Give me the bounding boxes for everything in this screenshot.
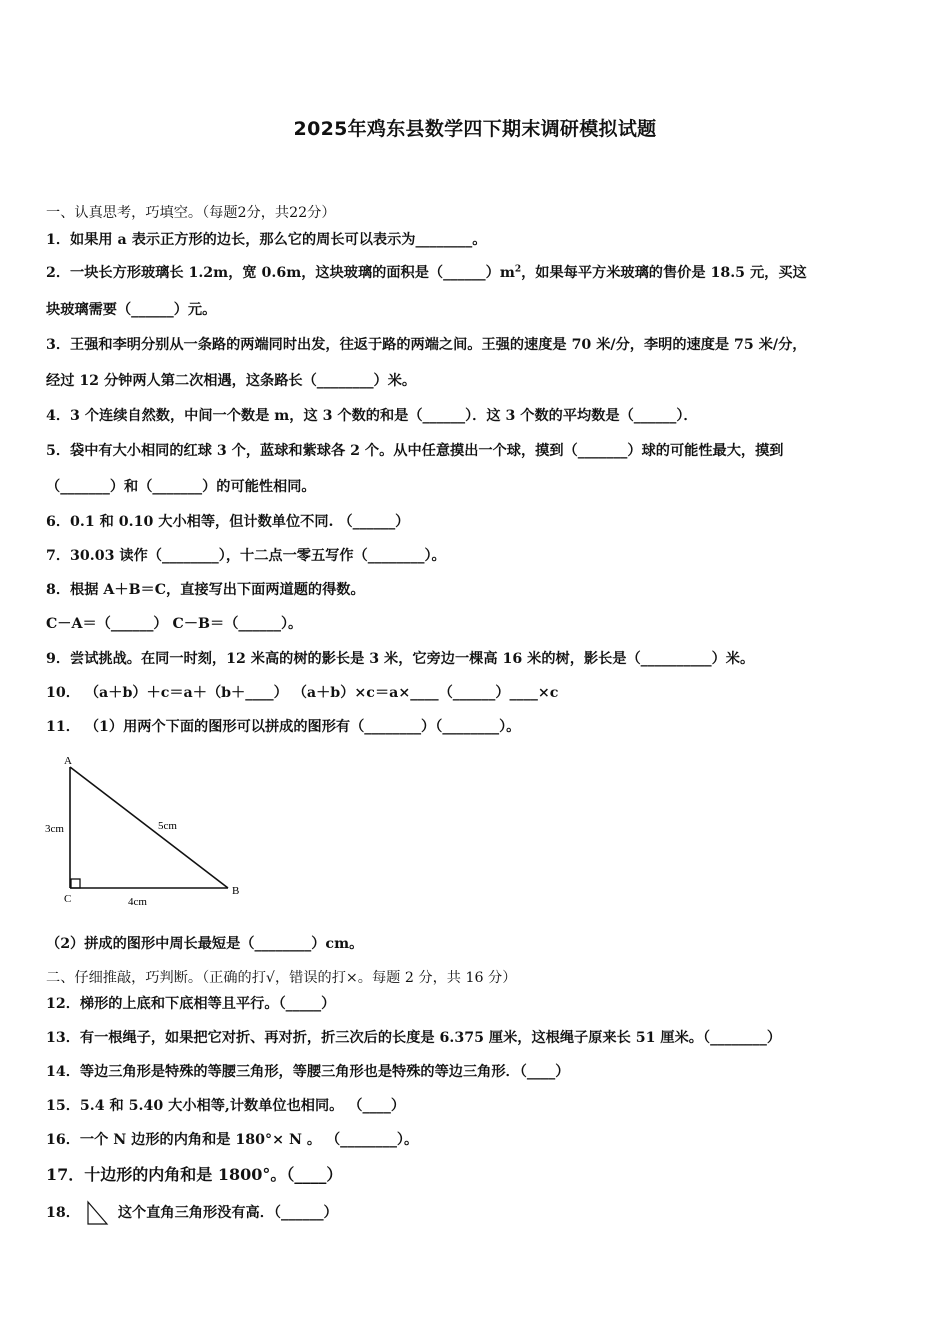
q2-part-a: 2．一块长方形玻璃长 1.2m，宽 0.6m，这块玻璃的面积是（______）m <box>46 265 515 281</box>
small-right-triangle-icon <box>85 1200 109 1226</box>
question-4: 4．3 个连续自然数，中间一个数是 m，这 3 个数的和是（______）．这 3 个数的平均数是（______）． <box>46 408 698 424</box>
question-6: 6．0.1 和 0.10 大小相等，但计数单位不同. （______） <box>46 514 410 530</box>
question-8-answers: C－A＝（______） C－B＝（______）。 <box>46 616 303 632</box>
question-18 <box>46 1200 338 1226</box>
question-17: 17．十边形的内角和是 1800°。（____） <box>46 1165 343 1184</box>
vertex-a-label: A <box>64 755 72 767</box>
side-ab <box>70 767 228 888</box>
question-5: 5．袋中有大小相同的红球 3 个，蓝球和紫球各 2 个。从中任意摸出一个球，摸到（_______）球的可能性最大，摸到 <box>46 443 784 459</box>
vertex-b-label: B <box>232 885 240 897</box>
question-10: 10． （a＋b）＋c＝a＋（b＋____） （a＋b）×c＝a×____（______）____×c <box>46 685 559 701</box>
right-angle-mark <box>71 879 80 888</box>
question-8: 8．根据 A＋B＝C，直接写出下面两道题的得数。 <box>46 582 365 598</box>
question-9: 9．尝试挑战。在同一时刻，12 米高的树的影长是 3 米，它旁边一棵高 16 米的树，影长是（__________）米。 <box>46 651 755 667</box>
question-3: 3．王强和李明分别从一条路的两端同时出发，往返于路的两端之间。王强的速度是 70 米/分，李明的速度是 75 米/分， <box>46 337 807 353</box>
question-11: 11． （1）用两个下面的图形可以拼成的图形有（________）（________）。 <box>46 719 521 735</box>
question-7: 7．30.03 读作（________），十二点一零五写作（________）。 <box>46 548 446 564</box>
page-title: 2025年鸡东县数学四下期末调研模拟试题 <box>293 118 657 140</box>
question-13: 13．有一根绳子，如果把它对折、再对折，折三次后的长度是 6.375 厘米，这根绳子原来长 51 厘米。（________） <box>46 1030 782 1046</box>
question-2 <box>46 262 807 282</box>
question-2-cont: 块玻璃需要（______）元。 <box>46 302 217 318</box>
question-11-part-2: （2）拼成的图形中周长最短是（________）cm。 <box>46 936 364 952</box>
question-5-cont: （_______）和（_______）的可能性相同。 <box>46 479 316 495</box>
question-14: 14．等边三角形是特殊的等腰三角形，等腰三角形也是特殊的等边三角形．（____） <box>46 1064 570 1080</box>
question-16: 16．一个 N 边形的内角和是 180°× N 。 （________）。 <box>46 1132 419 1148</box>
section-2-heading: 二、仔细推敲，巧判断。（正确的打√，错误的打×。每题 2 分，共 16 分） <box>46 970 517 986</box>
side-cb-label: 4cm <box>128 896 147 908</box>
vertex-c-label: C <box>64 893 72 905</box>
q18-text: 这个直角三角形没有高．（______） <box>117 1205 338 1221</box>
question-12: 12．梯形的上底和下底相等且平行。（_____） <box>46 996 336 1012</box>
right-triangle-figure <box>40 752 260 912</box>
side-ab-label: 5cm <box>158 820 177 832</box>
question-1: 1．如果用 a 表示正方形的边长，那么它的周长可以表示为________。 <box>46 232 487 248</box>
side-ac-label: 3cm <box>45 823 64 835</box>
q2-part-b: ，如果每平方米玻璃的售价是 18.5 元，买这 <box>521 265 807 281</box>
question-15: 15．5.4 和 5.40 大小相等,计数单位也相同。 （____） <box>46 1098 406 1114</box>
section-1-heading: 一、认真思考，巧填空。（每题2分，共22分） <box>46 205 336 221</box>
question-3-cont: 经过 12 分钟两人第二次相遇，这条路长（________）米。 <box>46 373 417 389</box>
q2-superscript: 2 <box>514 264 522 275</box>
q18-number: 18． <box>46 1205 80 1221</box>
